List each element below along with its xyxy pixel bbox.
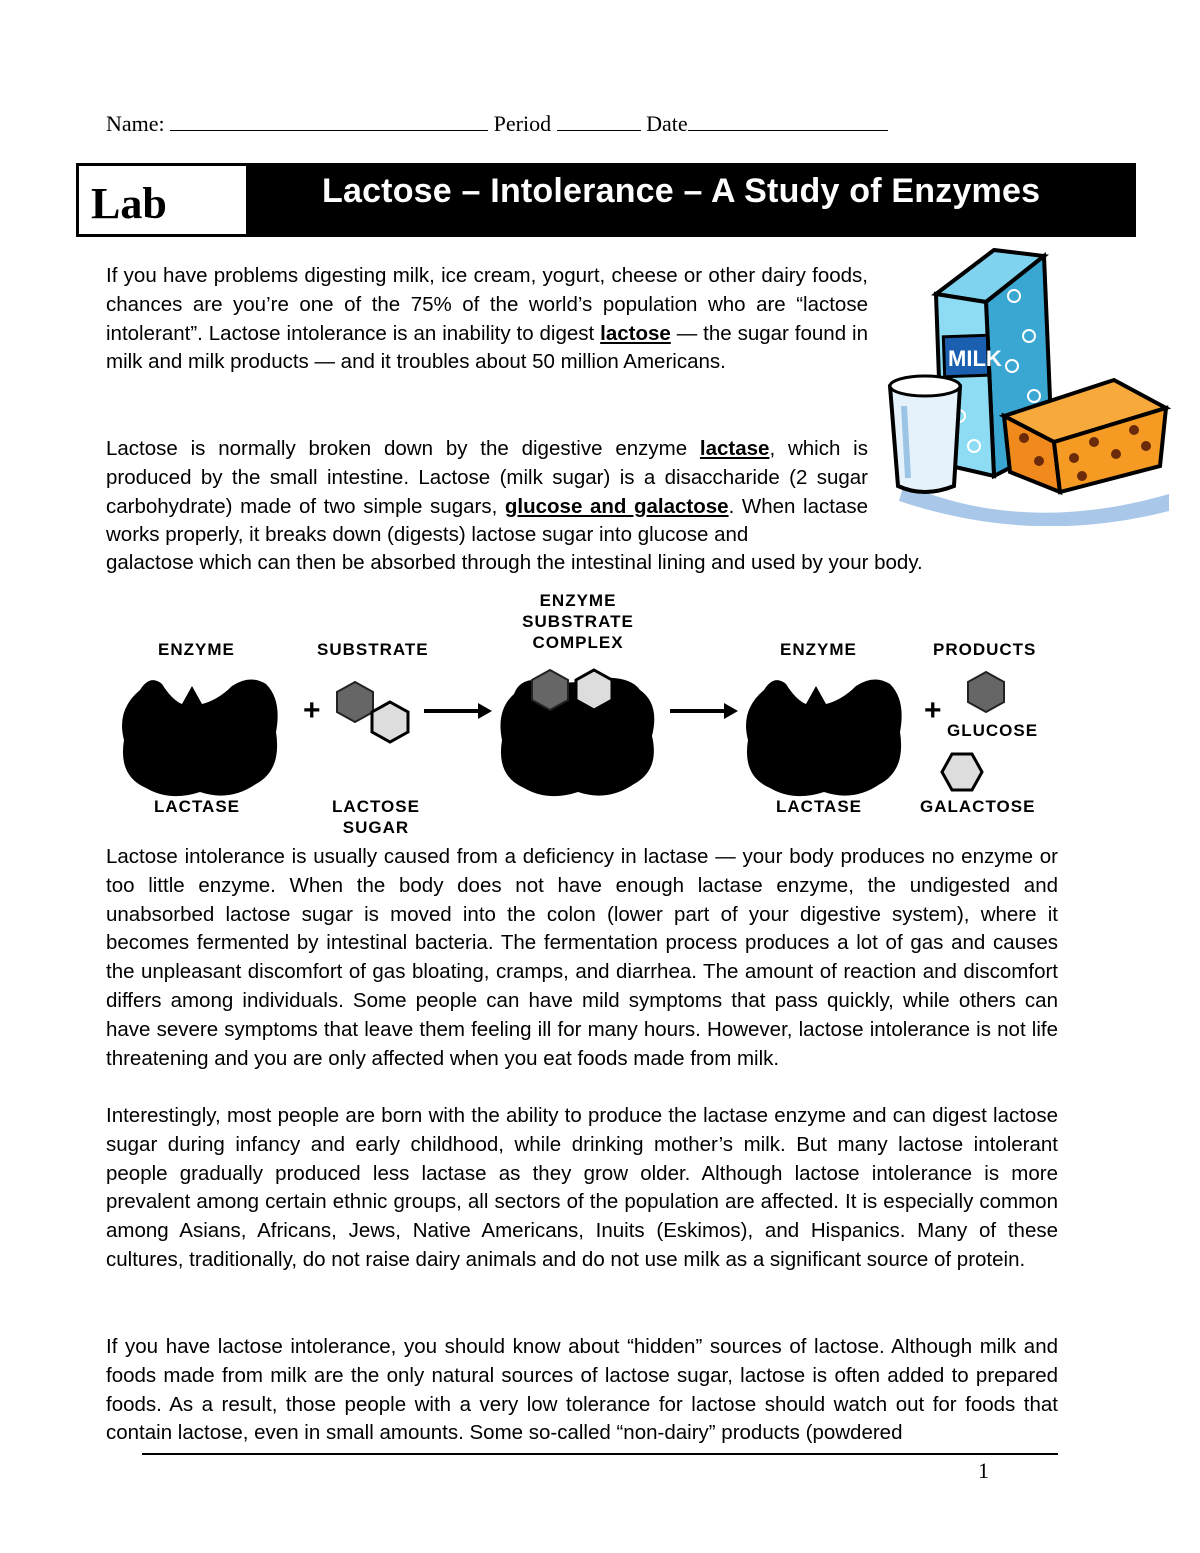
- plus-sign-1: +: [303, 694, 321, 727]
- galactose-hex-product: [942, 754, 982, 790]
- lactase-label-2: LACTASE: [776, 797, 863, 816]
- lactase-paragraph: [106, 435, 868, 550]
- born-with-ability-paragraph: Interestingly, most people are born with the ability to produce the lactase enzyme and can digest lactose sugar during infancy and early childhood, while drinking mother’s milk. But many lactose intolerant people gradually produced less lactase as they grow older. Although lactose intolerance is more prevalent among certain ethnic groups, all sectors of the population are affected. It is especially common among Asians, Africans, Jews, Native Americans, Inuits (Eskimos), and Hispanics. Many of these cultures, traditionally, do not raise dairy animals and do not use milk as a significant source of protein.: [106, 1104, 1058, 1271]
- substrate-label: SUBSTRATE: [317, 640, 429, 659]
- enzyme-label-1: ENZYME: [158, 640, 235, 659]
- lactose-term: lactose: [600, 321, 671, 345]
- glucose-hex-product: [968, 672, 1004, 712]
- lactose-sugar-label: LACTOSE SUGAR: [332, 797, 420, 837]
- page-number: 1: [978, 1458, 989, 1483]
- milk-label: MILK: [948, 346, 1002, 371]
- p1-text-a: If you have problems digesting milk, ice cream, yogurt, cheese or other dairy foods, chances are you’re one of the 75% of the world’s population who are “lactose intolerant”. Lactose intolerance is an inability to digest: [106, 264, 868, 345]
- lactase-term: lactase: [699, 437, 770, 460]
- p2-text-b: , which is produced by the small intestine. Lactose (milk sugar) is a disaccharide (2 sugar carbohydrate) made of two simple sugars,: [106, 437, 868, 518]
- milk-glass-icon: [890, 376, 960, 492]
- footer-divider: [142, 1453, 1058, 1455]
- intro-paragraph: [106, 262, 868, 377]
- galactose-hex-substrate: [372, 702, 408, 742]
- glucose-hex-complex: [532, 670, 568, 710]
- lactase-label-1: LACTASE: [154, 797, 241, 816]
- galactose-hex-complex: [576, 670, 612, 710]
- enzyme-label-2: ENZYME: [780, 640, 857, 659]
- enzyme-reaction-diagram: [100, 660, 1060, 810]
- glucose-hex-substrate: [337, 682, 373, 722]
- p2-text-c: . When lactase works properly, it breaks down (digests) lactose sugar into glucose and: [106, 494, 868, 547]
- name-field[interactable]: [170, 108, 488, 131]
- date-field[interactable]: [688, 108, 888, 131]
- milk-cheese-illustration: [884, 246, 1174, 526]
- period-label: Period: [493, 111, 552, 136]
- lab-label: Lab: [91, 179, 167, 228]
- date-label: Date: [646, 111, 688, 136]
- name-label: Name:: [106, 111, 165, 136]
- deficiency-paragraph: Lactose intolerance is usually caused from a deficiency in lactase — your body produces no enzyme or too little enzyme. When the body does not have enough lactase enzyme, the undigested and unabsorbed lactose sugar is moved into the colon (lower part of your digestive system), where it becomes fermented by intestinal bacteria. The fermentation process produces a lot of gas and causes the unpleasant discomfort of gas bloating, cramps, and diarrhea. The amount of reaction and discomfort differs among individuals. Some people can have mild symptoms that pass quickly, while others can have severe symptoms that leave them feeling ill for many hours. However, lactose intolerance is not life threatening and you are only affected when you eat foods made from milk.: [106, 845, 1058, 1070]
- complex-label: ENZYME SUBSTRATE COMPLEX: [522, 591, 634, 652]
- plus-sign-2: +: [924, 694, 942, 727]
- enzyme-shape-2: [746, 679, 902, 796]
- enzyme-shape-1: [122, 679, 278, 796]
- p2-last-line: galactose which can then be absorbed through the intestinal lining and used by your body.: [106, 551, 923, 574]
- period-field[interactable]: [557, 108, 641, 131]
- lab-box: [79, 166, 246, 234]
- page-title: Lactose – Intolerance – A Study of Enzymes: [322, 172, 1041, 210]
- galactose-label: GALACTOSE: [920, 797, 1036, 816]
- glucose-label: GLUCOSE: [947, 721, 1039, 740]
- products-label: PRODUCTS: [933, 640, 1037, 659]
- hidden-sources-paragraph: If you have lactose intolerance, you should know about “hidden” sources of lactose. Although milk and foods made from milk are the only natural sources of lactose sugar, lactose is often added to prepared foods. As a result, those people with a very low tolerance for lactose should watch out for foods that contain lactose, even in small amounts. Some so-called “non-dairy” products (powdered: [106, 1335, 1058, 1445]
- p2-text-a: Lactose is normally broken down by the digestive enzyme: [106, 437, 700, 460]
- student-info-line: [106, 108, 888, 137]
- p1-text-b: — the sugar found in milk and milk products — and it troubles about 50 million Americans.: [106, 321, 868, 374]
- glucose-galactose-term: glucose and galactose: [504, 494, 729, 518]
